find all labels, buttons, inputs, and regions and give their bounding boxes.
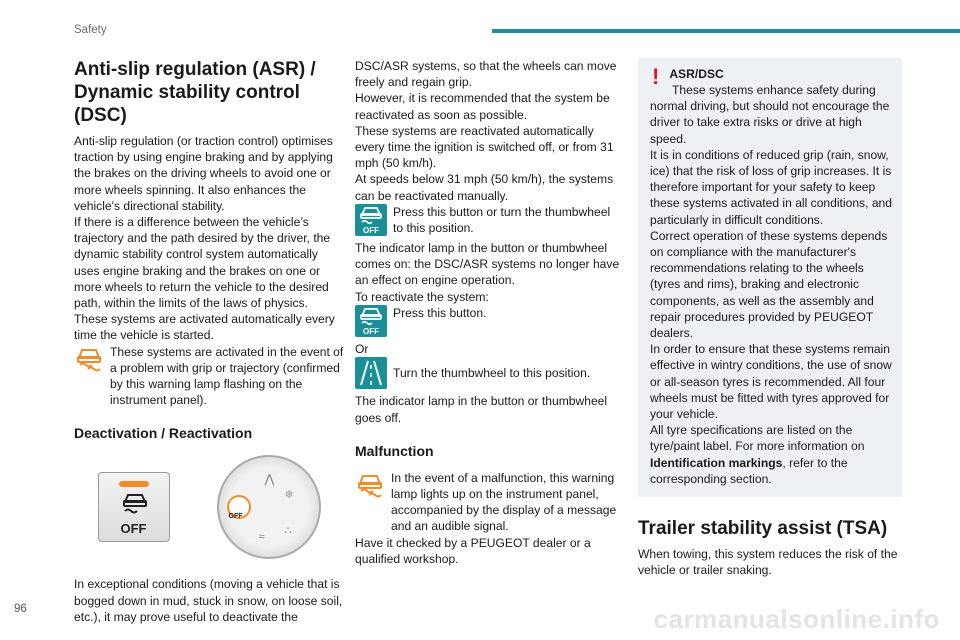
warning-paragraph: In order to ensure that these systems remain effective in wintry conditions, the use of snow or all-season tyres is recommended. All four wheels must be fitted with tyres approved for your vehicle. [650, 342, 892, 422]
section-header: Safety [74, 24, 107, 36]
thumbwheel-illustration [217, 455, 321, 559]
paragraph: When towing, this system reduces the risk of the vehicle or trailer snaking. [638, 547, 898, 578]
header-accent-bar [492, 29, 960, 33]
paragraph: Have it checked by a PEUGEOT dealer or a qualified workshop. [355, 535, 591, 566]
off-label: OFF [120, 521, 147, 537]
exclamation-icon: ! [652, 64, 660, 89]
controls-illustration [74, 452, 344, 562]
paragraph: In exceptional conditions (moving a vehicle that is bogged down in mud, stuck in snow, on loose soil, etc.), it may prove useful to deactivate the [74, 577, 343, 624]
paragraph: To reactivate the system: [355, 289, 489, 304]
dsc-off-button-icon [355, 305, 387, 341]
mud-icon: ≈ [258, 531, 265, 544]
warning-box [638, 58, 902, 497]
subsection-title-malfunction: Malfunction [355, 442, 434, 459]
paragraph: These systems are activated automatically every time the vehicle is started. [74, 312, 335, 343]
dsc-off-button-illustration [98, 472, 170, 542]
sand-icon: ∴ [284, 525, 292, 538]
section-title-tsa: Trailer stability assist (TSA) [638, 518, 888, 540]
warning-paragraph [650, 422, 892, 487]
page-number: 96 [14, 603, 27, 615]
thumbwheel-off-label: OFF [228, 513, 243, 521]
section-title-asr-dsc: Anti-slip regulation (ASR) / Dynamic stability control (DSC) [74, 59, 316, 126]
dsc-off-button-icon [355, 204, 387, 240]
thumbwheel-line [355, 357, 622, 393]
paragraph: These systems are activated in the event of a problem with grip or trajectory (confirmed by this warning lamp flashing on the instrument panel). [110, 344, 344, 408]
column-1 [74, 58, 344, 625]
watermark: carmanualsonline.info [653, 604, 940, 634]
paragraph: DSC/ASR systems, so that the wheels can move freely and regain grip. [355, 59, 617, 90]
paragraph: However, it is recommended that the system be reactivated as soon as possible. [355, 91, 610, 122]
warning-paragraph: It is in conditions of reduced grip (rain, snow, ice) that the risk of loss of grip increases. It is therefore important for your safety to keep these systems activated in all conditions, and particularly in difficult conditions. [650, 147, 893, 227]
paragraph: Press this button. [393, 305, 487, 320]
paragraph: If there is a difference between the vehicle’s trajectory and the path desired by the driver, the dynamic stability control system automatically uses engine braking and the brakes on one or more wheels to return the vehicle to the desired path, within the limits of the laws of physics. [74, 215, 331, 311]
column-2 [355, 58, 622, 567]
snow-icon: ❄ [284, 489, 294, 502]
indicator-led [119, 481, 149, 487]
paragraph: In the event of a malfunction, this warning lamp lights up on the instrument panel, accompanied by the display of a message and an audible signal. [391, 470, 617, 534]
warning-paragraph: Correct operation of these systems depends on compliance with the manufacturer's recommendations relating to the wheels (tyres and rims), braking and electronic components, as well as the assembly and repair procedures provided by PEUGEOT dealers. [650, 228, 888, 341]
malfunction-lamp-line [355, 470, 622, 535]
text-run: , refer to the corresponding section. [650, 455, 848, 486]
paragraph: Turn the thumbwheel to this position. [393, 366, 591, 381]
subsection-title-deactivation: Deactivation / Reactivation [74, 425, 253, 442]
warning-title: ASR/DSC [669, 67, 724, 81]
skid-car-icon [120, 493, 150, 515]
warning-lamp-line [74, 344, 344, 409]
warning-paragraph: These systems enhance safety during normal driving, but should not encourage the driver to take extra risks or drive at high speed. [650, 83, 890, 146]
paragraph: At speeds below 31 mph (50 km/h), the systems can be reactivated manually. [355, 172, 614, 203]
paragraph: Anti-slip regulation (or traction control) optimises traction by using engine braking and by applying the brakes on the driving wheels to avoid one or more wheels spinning. It also enhances the vehicle's directional stability. [74, 134, 333, 213]
column-3 [638, 58, 904, 578]
text-run: All tyre specifications are listed on the tyre/paint label. For more information on [650, 423, 865, 454]
off-button-line [355, 305, 622, 341]
road-icon: ⋀ [264, 472, 275, 487]
skid-warning-lamp-icon [355, 470, 385, 504]
paragraph: These systems are reactivated automatically every time the ignition is switched off, or from 31 mph (50 km/h). [355, 123, 614, 171]
off-text: OFF [363, 326, 379, 336]
paragraph: The indicator lamp in the button or thumbwheel goes off. [355, 394, 608, 425]
paragraph: Or [355, 342, 369, 357]
off-text: OFF [363, 225, 379, 235]
paragraph: The indicator lamp in the button or thumbwheel comes on: the DSC/ASR systems no longer have an effect on engine operation. [355, 241, 620, 288]
off-button-line [355, 204, 622, 240]
paragraph: Press this button or turn the thumbwheel to this position. [393, 204, 611, 236]
road-mode-icon [355, 357, 387, 393]
identification-markings-reference: Identification markings [650, 455, 783, 470]
skid-warning-lamp-icon [74, 344, 104, 378]
